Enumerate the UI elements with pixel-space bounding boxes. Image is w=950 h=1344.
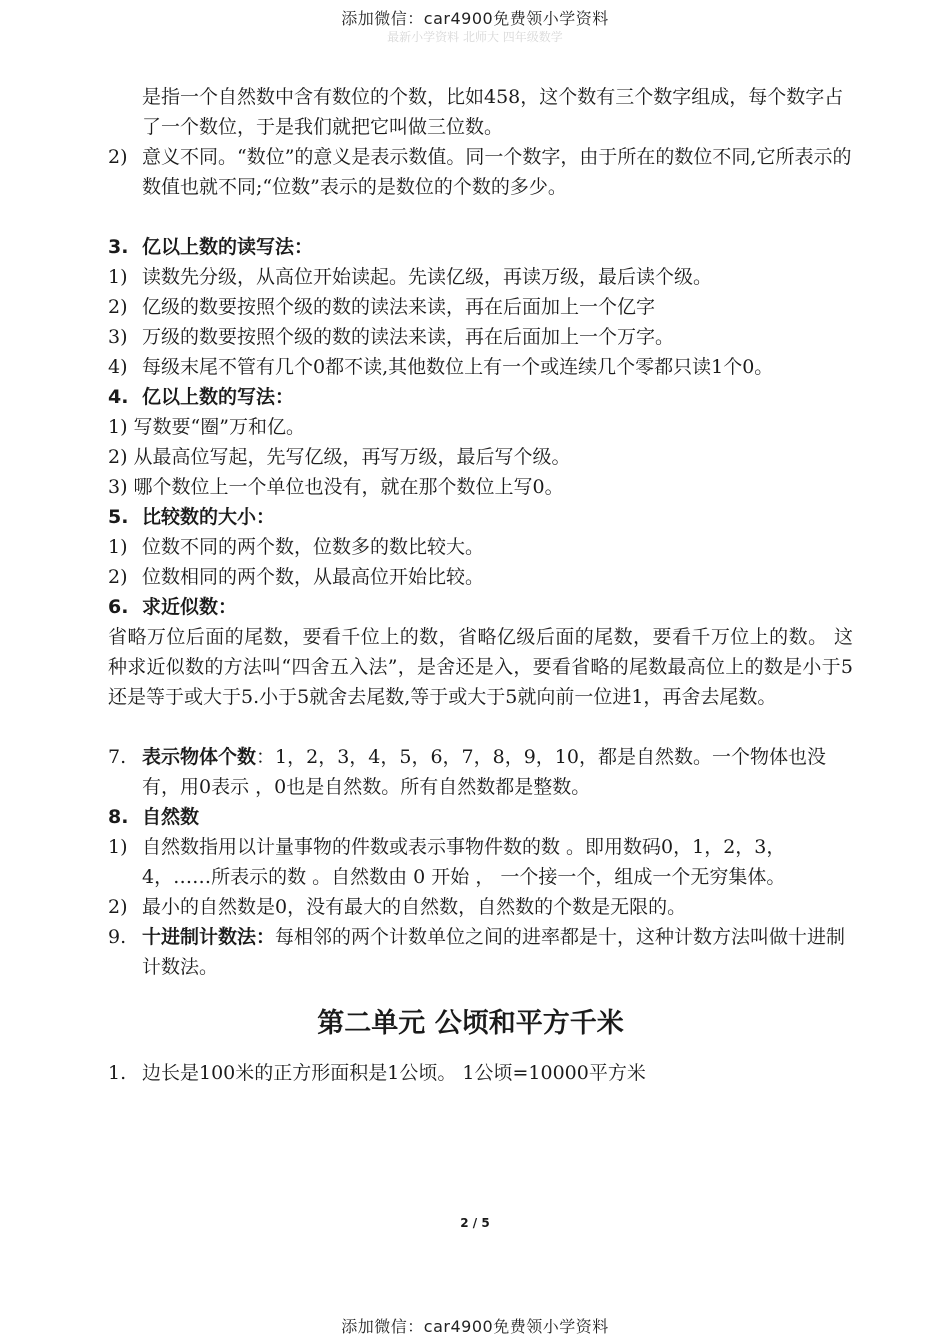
list-item: 1) 读数先分级，从高位开始读起。先读亿级，再读万级，最后读个级。	[108, 266, 713, 288]
section-heading-4: 4. 亿以上数的写法：	[108, 386, 295, 408]
section-heading-5: 5. 比较数的大小：	[108, 506, 276, 528]
list-item: 3) 哪个数位上一个单位也没有，就在那个数位上写0。	[108, 476, 564, 498]
intro-continuation	[108, 82, 853, 142]
section-7-text: ：1，2，3，4，5，6，7，8，9，10，都是自然数。一个物体也没有，用0表示 ，0也是自然数。所有自然数都是整数。	[142, 746, 826, 798]
watermark-top: 添加微信：car4900免费领小学资料	[341, 9, 609, 28]
unit-title: 第二单元 公顷和平方千米	[317, 1008, 624, 1039]
list-item: 2) 位数相同的两个数，从最高位开始比较。	[108, 566, 485, 588]
intro-text: 是指一个自然数中含有数位的个数，比如458，这个数有三个数字组成，每个数字占了一个数位，于是我们就把它叫做三位数。	[142, 86, 844, 138]
list-item: 1) 位数不同的两个数，位数多的数比较大。	[108, 536, 485, 558]
list-item: 1) 自然数指用以计量事物的件数或表示事物件数的数 。即用数码0，1，2，3，4，……所表示的数 。自然数由 0 开始 ， 一个接一个，组成一个无穷集体。	[108, 836, 786, 888]
section-heading-8: 8. 自然数	[108, 806, 200, 828]
list-item: 1. 边长是100米的正方形面积是1公顷。 1公顷=10000平方米	[108, 1062, 646, 1084]
section-6-paragraph: 省略万位后面的尾数，要看千位上的数，省略亿级后面的尾数，要看千万位上的数。 这种求近似数的方法叫“四舍五入法”，是舍还是入，要看省略的尾数最高位上的数是小于5还是等于或大于5.小于5就舍去尾数,等于或大于5就向前一位进1，再舍去尾数。	[108, 626, 853, 708]
list-item: 2) 最小的自然数是0，没有最大的自然数，自然数的个数是无限的。	[108, 896, 687, 918]
list-item: 1) 写数要“圈”万和亿。	[108, 416, 305, 438]
watermark-bottom: 添加微信：car4900免费领小学资料	[341, 1317, 609, 1336]
watermark-faint: 最新小学资料 北师大 四年级数学	[387, 30, 563, 44]
section-heading-6: 6. 求近似数：	[108, 596, 238, 618]
section-7: 7. 表示物体个数：1，2，3，4，5，6，7，8，9，10，都是自然数。一个物体也没有，用0表示 ，0也是自然数。所有自然数都是整数。	[108, 746, 826, 798]
section-9-title: 十进制计数法：	[142, 926, 276, 948]
section-9-text: 每相邻的两个计数单位之间的进率都是十，这种计数方法叫做十进制计数法。	[142, 926, 846, 978]
section-9: 9. 十进制计数法：每相邻的两个计数单位之间的进率都是十，这种计数方法叫做十进制计数法。	[108, 926, 846, 978]
list-item: 4) 每级末尾不管有几个0都不读,其他数位上有一个或连续几个零都只读1个0。	[108, 356, 774, 378]
section-7-title: 表示物体个数	[142, 746, 257, 768]
list-item: 2) 亿级的数要按照个级的数的读法来读，再在后面加上一个亿字	[108, 296, 656, 318]
list-item: 2) 意义不同。“数位”的意义是表示数值。同一个数字，由于所在的数位不同,它所表示的数值也就不同;“位数”表示的是数位的个数的多少。	[108, 146, 852, 198]
list-item: 2) 从最高位写起，先写亿级，再写万级，最后写个级。	[108, 446, 571, 468]
section-heading-3: 3. 亿以上数的读写法：	[108, 236, 314, 258]
list-item: 3) 万级的数要按照个级的数的读法来读，再在后面加上一个万字。	[108, 326, 675, 348]
document-body	[108, 82, 853, 1088]
page-number: 2 / 5	[460, 1216, 490, 1230]
